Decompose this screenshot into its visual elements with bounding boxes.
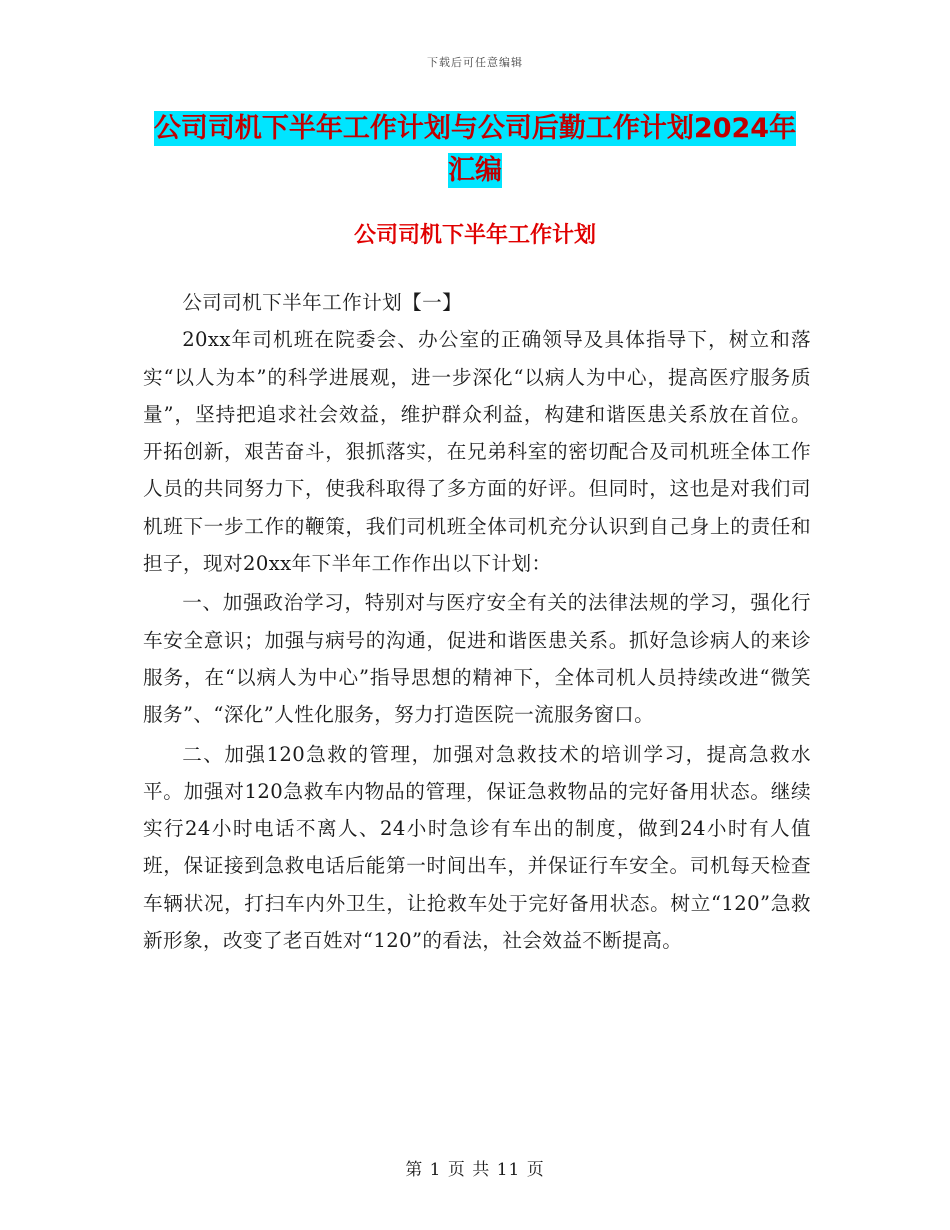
title-line-2: 汇编 bbox=[448, 155, 502, 186]
paragraph-heading: 公司司机下半年工作计划【一】 bbox=[182, 291, 463, 314]
body-text bbox=[143, 284, 811, 959]
paragraph: 一、加强政治学习，特别对与医疗安全有关的法律法规的学习，强化行车安全意识；加强与病号的沟通，促进和谐医患关系。抓好急诊病人的来诊服务，在“以病人为中心”指导思想的精神下，全体司机人员持续改进“微笑服务”、“深化”人性化服务，努力打造医院一流服务窗口。 bbox=[143, 591, 811, 727]
header-note: 下载后可任意编辑 bbox=[427, 56, 523, 69]
page-footer: 第 1 页 共 11 页 bbox=[405, 1160, 545, 1180]
section-title: 公司司机下半年工作计划 bbox=[353, 223, 596, 248]
paragraph: 20xx年司机班在院委会、办公室的正确领导及具体指导下，树立和落实“以人为本”的科学进展观，进一步深化“以病人为中心，提高医疗服务质量”，坚持把追求社会效益，维护群众利益，构建和谐医患关系放在首位。开拓创新，艰苦奋斗，狠抓落实，在兄弟科室的密切配合及司机班全体工作人员的共同努力下，使我科取得了多方面的好评。但同时，这也是对我们司机班下一步工作的鞭策，我们司机班全体司机充分认识到自己身上的责任和担子，现对20xx年下半年工作作出以下计划： bbox=[143, 328, 811, 576]
paragraph: 二、加强120急救的管理，加强对急救技术的培训学习，提高急救水平。加强对120急救车内物品的管理，保证急救物品的完好备用状态。继续实行24小时电话不离人、24小时急诊有车出的制度，做到24小时有人值班，保证接到急救电话后能第一时间出车，并保证行车安全。司机每天检查车辆状况，打扫车内外卫生，让抢救车处于完好备用状态。树立“120”急救新形象，改变了老百姓对“120”的看法，社会效益不断提高。 bbox=[143, 742, 811, 953]
document-title bbox=[120, 108, 830, 192]
title-line-1: 公司司机下半年工作计划与公司后勤工作计划2024年 bbox=[153, 113, 797, 144]
